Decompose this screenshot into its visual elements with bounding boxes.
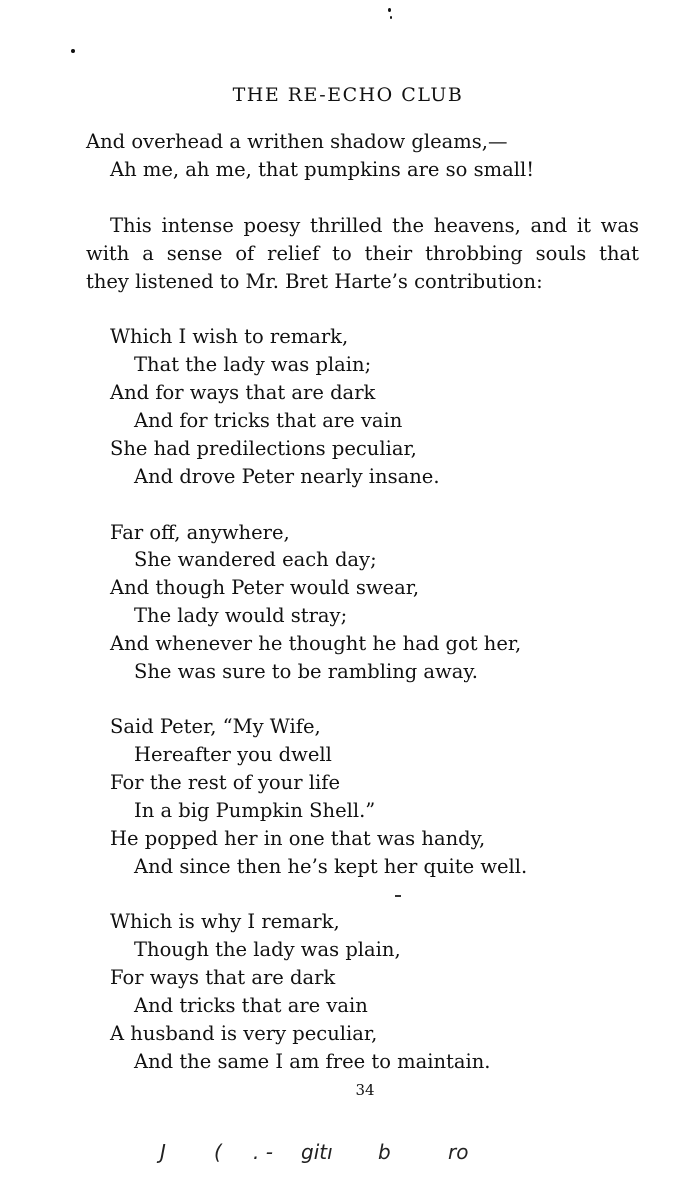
prose-line: they listened to Mr. Bret Harte’s contribution:: [86, 270, 543, 293]
poem-line: She wandered each day;: [134, 548, 377, 571]
footer-fragment: . -: [253, 1140, 273, 1164]
poem-line: For ways that are dark: [110, 966, 336, 989]
running-header: THE RE-ECHO CLUB: [232, 84, 464, 106]
page-number: 34: [355, 1081, 375, 1099]
footer-fragment: b: [378, 1140, 391, 1164]
poem-line: And since then he’s kept her quite well.: [134, 855, 528, 878]
poem-line: And for tricks that are vain: [134, 409, 403, 432]
poem-line: Said Peter, “My Wife,: [110, 715, 321, 738]
footer-fragment: ro: [448, 1140, 469, 1164]
poem-line: Far off, anywhere,: [110, 521, 290, 544]
poem-line: In a big Pumpkin Shell.”: [134, 799, 376, 822]
poem-line: Which I wish to remark,: [110, 325, 349, 348]
poem-line: For the rest of your life: [110, 771, 340, 794]
poem-line: A husband is very peculiar,: [110, 1022, 378, 1045]
poem-line: The lady would stray;: [134, 604, 348, 627]
footer-fragment: (: [214, 1140, 222, 1164]
verse-line: And overhead a writhen shadow gleams,—: [86, 130, 508, 153]
poem-line: And though Peter would swear,: [110, 576, 420, 599]
poem-line: Hereafter you dwell: [134, 743, 332, 766]
prose-line: This intense poesy thrilled the heavens, and it was: [110, 214, 639, 237]
scan-speck-left: [71, 49, 75, 53]
poem-line: Which is why I remark,: [110, 910, 340, 933]
poem-line: He popped her in one that was handy,: [110, 827, 486, 850]
prose-paragraph: [86, 212, 639, 296]
poem-line: Though the lady was plain,: [134, 938, 401, 961]
poem-line: She had predilections peculiar,: [110, 437, 417, 460]
poem-line: She was sure to be rambling away.: [134, 660, 479, 683]
poem-line: And drove Peter nearly insane.: [134, 465, 440, 488]
footer-fragment: gitı: [301, 1140, 333, 1164]
verse-line: Ah me, ah me, that pumpkins are so small!: [110, 158, 535, 181]
poem-line: That the lady was plain;: [134, 353, 372, 376]
scan-mark: [395, 895, 401, 897]
prose-line: with a sense of relief to their throbbing souls that: [86, 242, 639, 265]
footer-fragment: J: [160, 1140, 166, 1164]
poem-line: And whenever he thought he had got her,: [110, 632, 522, 655]
poem-line: And for ways that are dark: [110, 381, 376, 404]
poem-line: And the same I am free to maintain.: [134, 1050, 491, 1073]
scan-speck-top-2: [390, 16, 392, 19]
scan-speck-top: [388, 8, 391, 12]
poem-line: And tricks that are vain: [134, 994, 368, 1017]
